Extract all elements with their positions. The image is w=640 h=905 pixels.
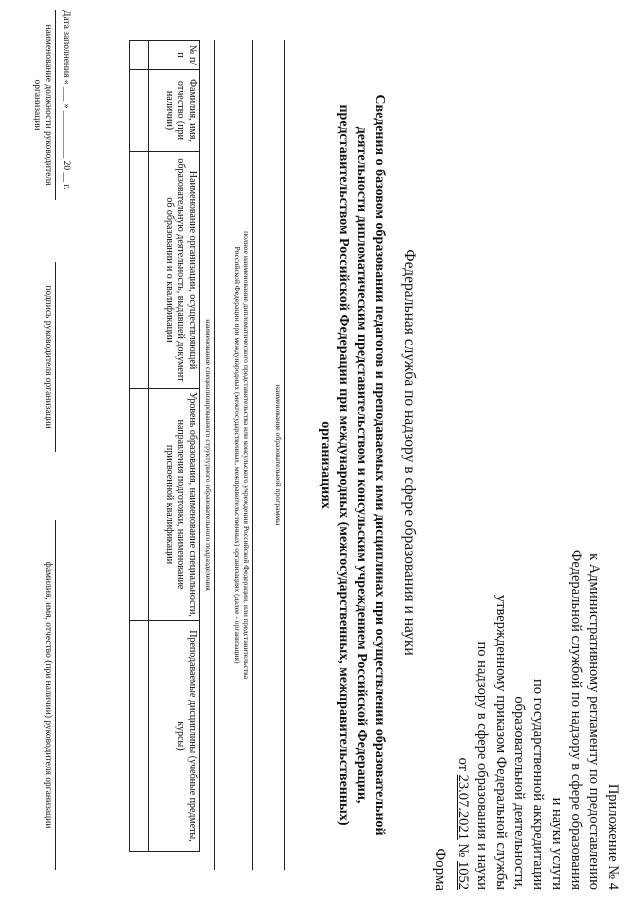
order-prefix: от: [455, 757, 472, 772]
staff-table: [129, 40, 200, 852]
form-label: Форма: [432, 848, 448, 891]
appendix-line: к Административному регламенту по предоставлению: [586, 553, 603, 890]
caption-line: полное наименование дипломатического представительства или консульского учреждения Российской Федерации, или представительства: [242, 231, 251, 679]
order-date: 23.07.2021: [455, 774, 472, 840]
table-cell[interactable]: [130, 70, 149, 152]
unit-field-caption: наименование специализированного структурного образовательного подразделения: [204, 319, 213, 591]
appendix-line: образовательной деятельности,: [511, 696, 528, 890]
col-disciplines-header: Преподаваемые дисциплины (учебные предметы, курсы): [149, 621, 200, 852]
organization-field-line[interactable]: [252, 40, 256, 870]
appendix-line: утвержденному приказом Федеральной службы: [492, 594, 509, 890]
table-cell[interactable]: [130, 621, 149, 852]
caption-line: Российской Федерации при международных (межгосударственных, межправительственных) организациях (далее - организация): [233, 246, 242, 664]
title-line: деятельности дипломатическим представительством и консульским учреждением Российской Федерации,: [354, 126, 369, 804]
appendix-header: [454, 535, 622, 890]
col-education-header: Уровень образования, наименование специальности, направления подготовки, наименование присвоенной квалификации: [149, 389, 200, 621]
signature-fullname[interactable]: фамилия, имя, отчество (при наличии) руководителя организации: [42, 520, 56, 870]
table-cell[interactable]: [130, 152, 149, 389]
appendix-line: по государственной аккредитации: [530, 679, 547, 890]
order-no-label: №: [455, 843, 472, 858]
appendix-line: по надзору в сфере образования и науки: [474, 641, 491, 890]
table-row: [130, 41, 149, 852]
appendix-line: Приложение № 4: [605, 783, 621, 890]
col-number-header: № п/п: [149, 41, 200, 70]
signature-position[interactable]: наименование должности руководителя организации: [31, 10, 56, 200]
title-line: представительством Российской Федерации при международных (межгосударственных, межправительственных): [336, 104, 351, 826]
order-reference: [454, 535, 473, 890]
col-organization-header: Наименование организации, осуществляющей образовательную деятельность, выдавшей документ об образовании и о квалификации: [149, 152, 200, 389]
table-header-row: [149, 41, 200, 852]
service-name: Федеральная служба по надзору в сфере образования и науки: [401, 249, 418, 656]
table-cell[interactable]: [130, 389, 149, 621]
appendix-line: и науки услуги: [548, 797, 565, 890]
fill-date-line[interactable]: Дата заполнения « ___ » __________ 20 __ г.: [61, 10, 71, 190]
unit-field-line[interactable]: [214, 40, 218, 870]
title-line: Сведения о базовом образовании педагогов и преподаваемых ими дисциплинах при осуществлении образовательной: [372, 94, 387, 836]
program-field-caption: наименование образовательной программы: [274, 384, 283, 526]
title-line: организациях: [318, 421, 333, 509]
signature-sign[interactable]: подпись руководителя организации: [42, 262, 56, 452]
organization-field-caption: [233, 40, 251, 870]
order-number: 1052: [455, 861, 472, 890]
document-title: [316, 85, 388, 845]
program-field-line[interactable]: [284, 40, 288, 870]
col-name-header: Фамилия, имя, отчество (при наличии): [149, 70, 200, 152]
table-cell[interactable]: [130, 41, 149, 70]
appendix-line: Федеральной службой по надзору в сфере образования: [567, 549, 584, 890]
